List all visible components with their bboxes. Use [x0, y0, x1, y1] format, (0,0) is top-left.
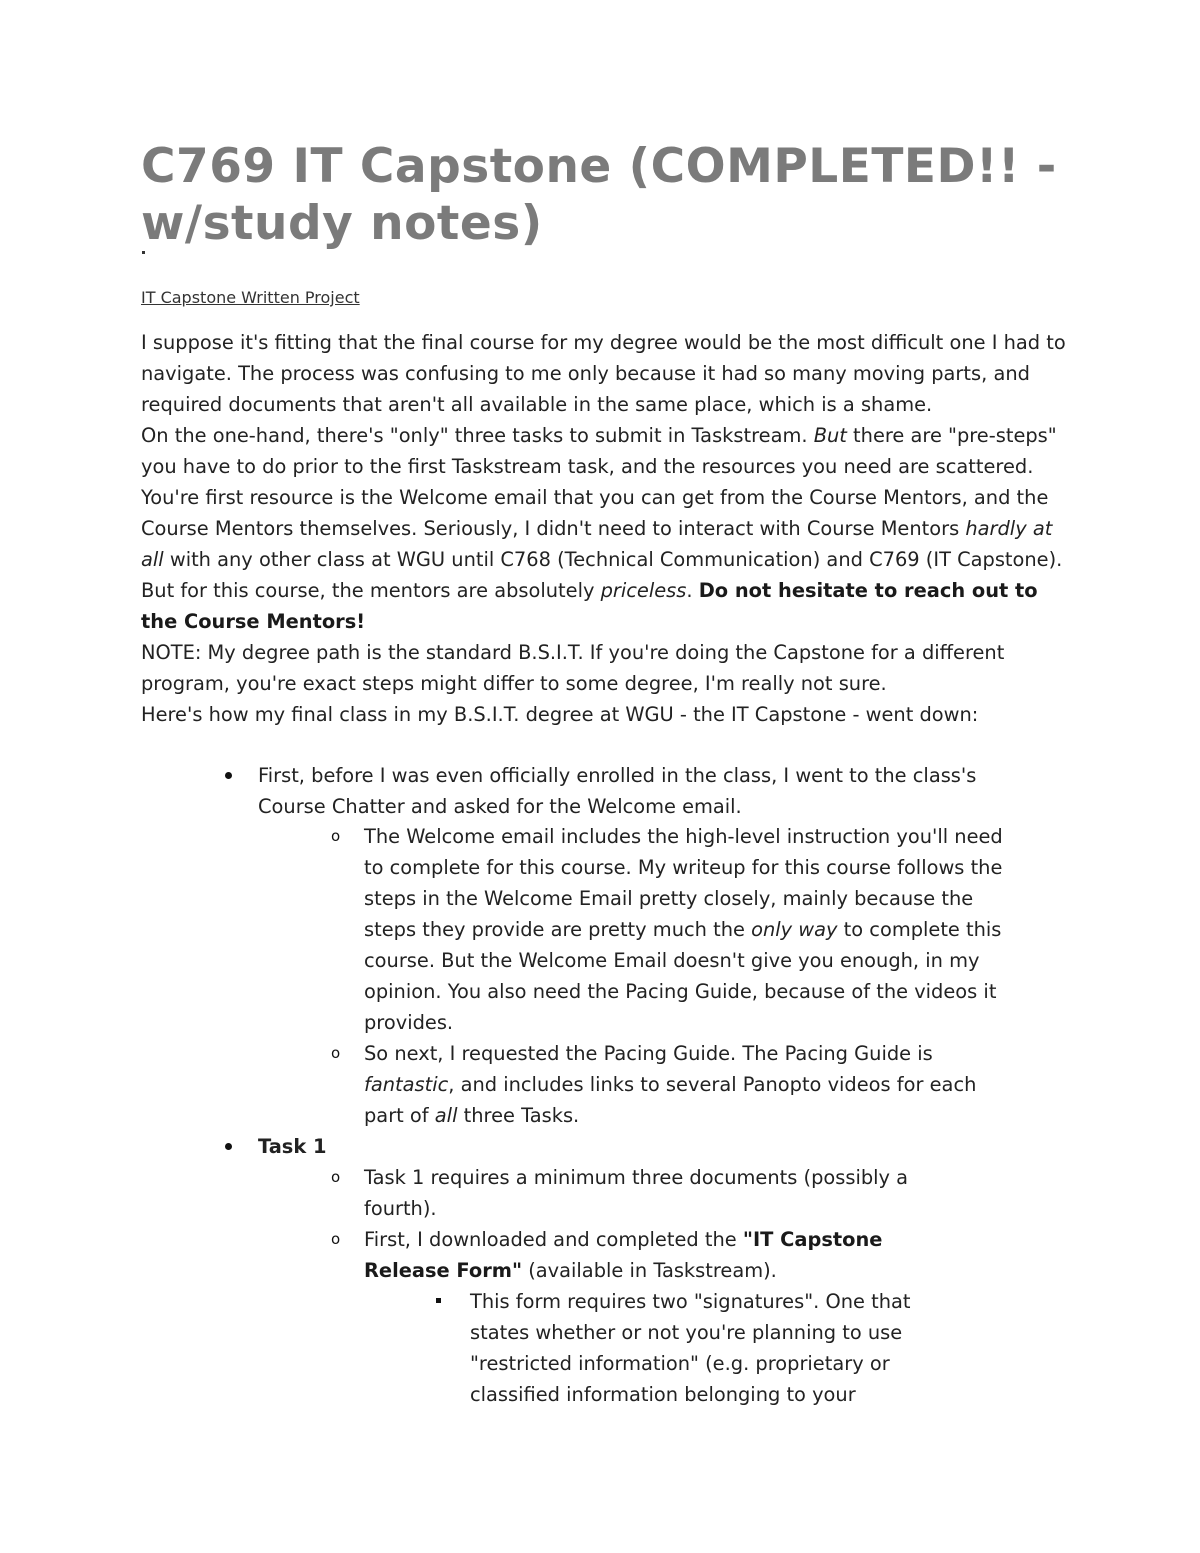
- bullet-circle-icon: o: [331, 1230, 341, 1248]
- bullet-disc-icon: [225, 1143, 232, 1150]
- p2-hardly: hardly at all: [141, 517, 1053, 571]
- list-item: [364, 821, 1004, 1038]
- list-item: Task 1 requires a minimum three documents (possibly a fourth).: [364, 1166, 909, 1220]
- paragraph-one-hand: [141, 420, 1071, 637]
- bullet-circle-icon: o: [331, 1044, 341, 1062]
- heres-line: Here's how my final class in my B.S.I.T. degree at WGU - the IT Capstone - went down:: [141, 703, 979, 726]
- p2-but: But: [813, 424, 847, 447]
- sub1-text-1: The Welcome email includes the high-level instruction you'll need to complete for this course. My writeup for this course follows the steps in the Welcome Email pretty closely, mainly because the steps they provide are pretty much the: [364, 825, 1003, 941]
- sub1-only-way: only way: [751, 918, 838, 941]
- list-item: [364, 1224, 964, 1286]
- p2-text-3: with any other class at WGU until C768 (Technical Communication) and C769 (IT Capstone). But for this course, the mentors are absolutely: [141, 548, 1063, 602]
- p2-text-1: On the one-hand, there's "only" three tasks to submit in Taskstream.: [141, 424, 814, 447]
- t1s2-release-form: "IT Capstone Release Form": [364, 1228, 883, 1282]
- bullet-square-icon: [436, 1298, 441, 1303]
- section-link-written-project[interactable]: IT Capstone Written Project: [141, 288, 360, 307]
- list-item: First, before I was even officially enrolled in the class, I went to the class's Course Chatter and asked for the Welcome email.: [258, 764, 977, 818]
- sub2-text-3: three Tasks.: [457, 1104, 580, 1127]
- sub1-text-2: to complete this course. But the Welcome Email doesn't give you enough, in my opinion. You also need the Pacing Guide, because of the videos it provides.: [364, 918, 1002, 1034]
- document-title: C769 IT Capstone (COMPLETED!! - w/study notes): [141, 139, 1057, 251]
- sub2-fantastic: fantastic: [364, 1073, 449, 1096]
- task-1-heading: Task 1: [258, 1135, 327, 1158]
- list-item: This form requires two "signatures". One that states whether or not you're planning to use "restricted information" (e.g. proprietary or classified information belonging to your: [470, 1290, 911, 1406]
- sub2-text-2: , and includes links to several Panopto videos for each part of: [364, 1073, 977, 1127]
- bullet-circle-icon: o: [331, 1168, 341, 1186]
- p2-text-2: there are "pre-steps" you have to do prior to the first Taskstream task, and the resources you need are scattered. You're first resource is the Welcome email that you can get from the Course Mentors, and the Course Mentors themselves. Seriously, I didn't need to interact with Course Mentors: [141, 424, 1057, 540]
- p2-bold-callout: Do not hesitate to reach out to the Course Mentors!: [141, 579, 1038, 633]
- t1s2-text-2: (available in Taskstream).: [522, 1259, 777, 1282]
- intro-paragraph: I suppose it's fitting that the final course for my degree would be the most difficult one I had to navigate. The process was confusing to me only because it had so many moving parts, and required documents that aren't all available in the same place, which is a shame.: [141, 331, 1066, 416]
- bullet-disc-icon: [225, 772, 232, 779]
- body-paragraphs: [141, 327, 1071, 730]
- bullet-circle-icon: o: [331, 827, 341, 845]
- t1s2-text-1: First, I downloaded and completed the: [364, 1228, 743, 1251]
- list-item: [364, 1038, 1004, 1131]
- note-paragraph: NOTE: My degree path is the standard B.S.I.T. If you're doing the Capstone for a different program, you're exact steps might differ to some degree, I'm really not sure.: [141, 641, 1005, 695]
- anchor-dot: [142, 251, 145, 254]
- sub2-all: all: [434, 1104, 458, 1127]
- sub2-text-1: So next, I requested the Pacing Guide. The Pacing Guide is: [364, 1042, 933, 1065]
- p2-priceless: priceless: [600, 579, 687, 602]
- p2-text-4: .: [686, 579, 699, 602]
